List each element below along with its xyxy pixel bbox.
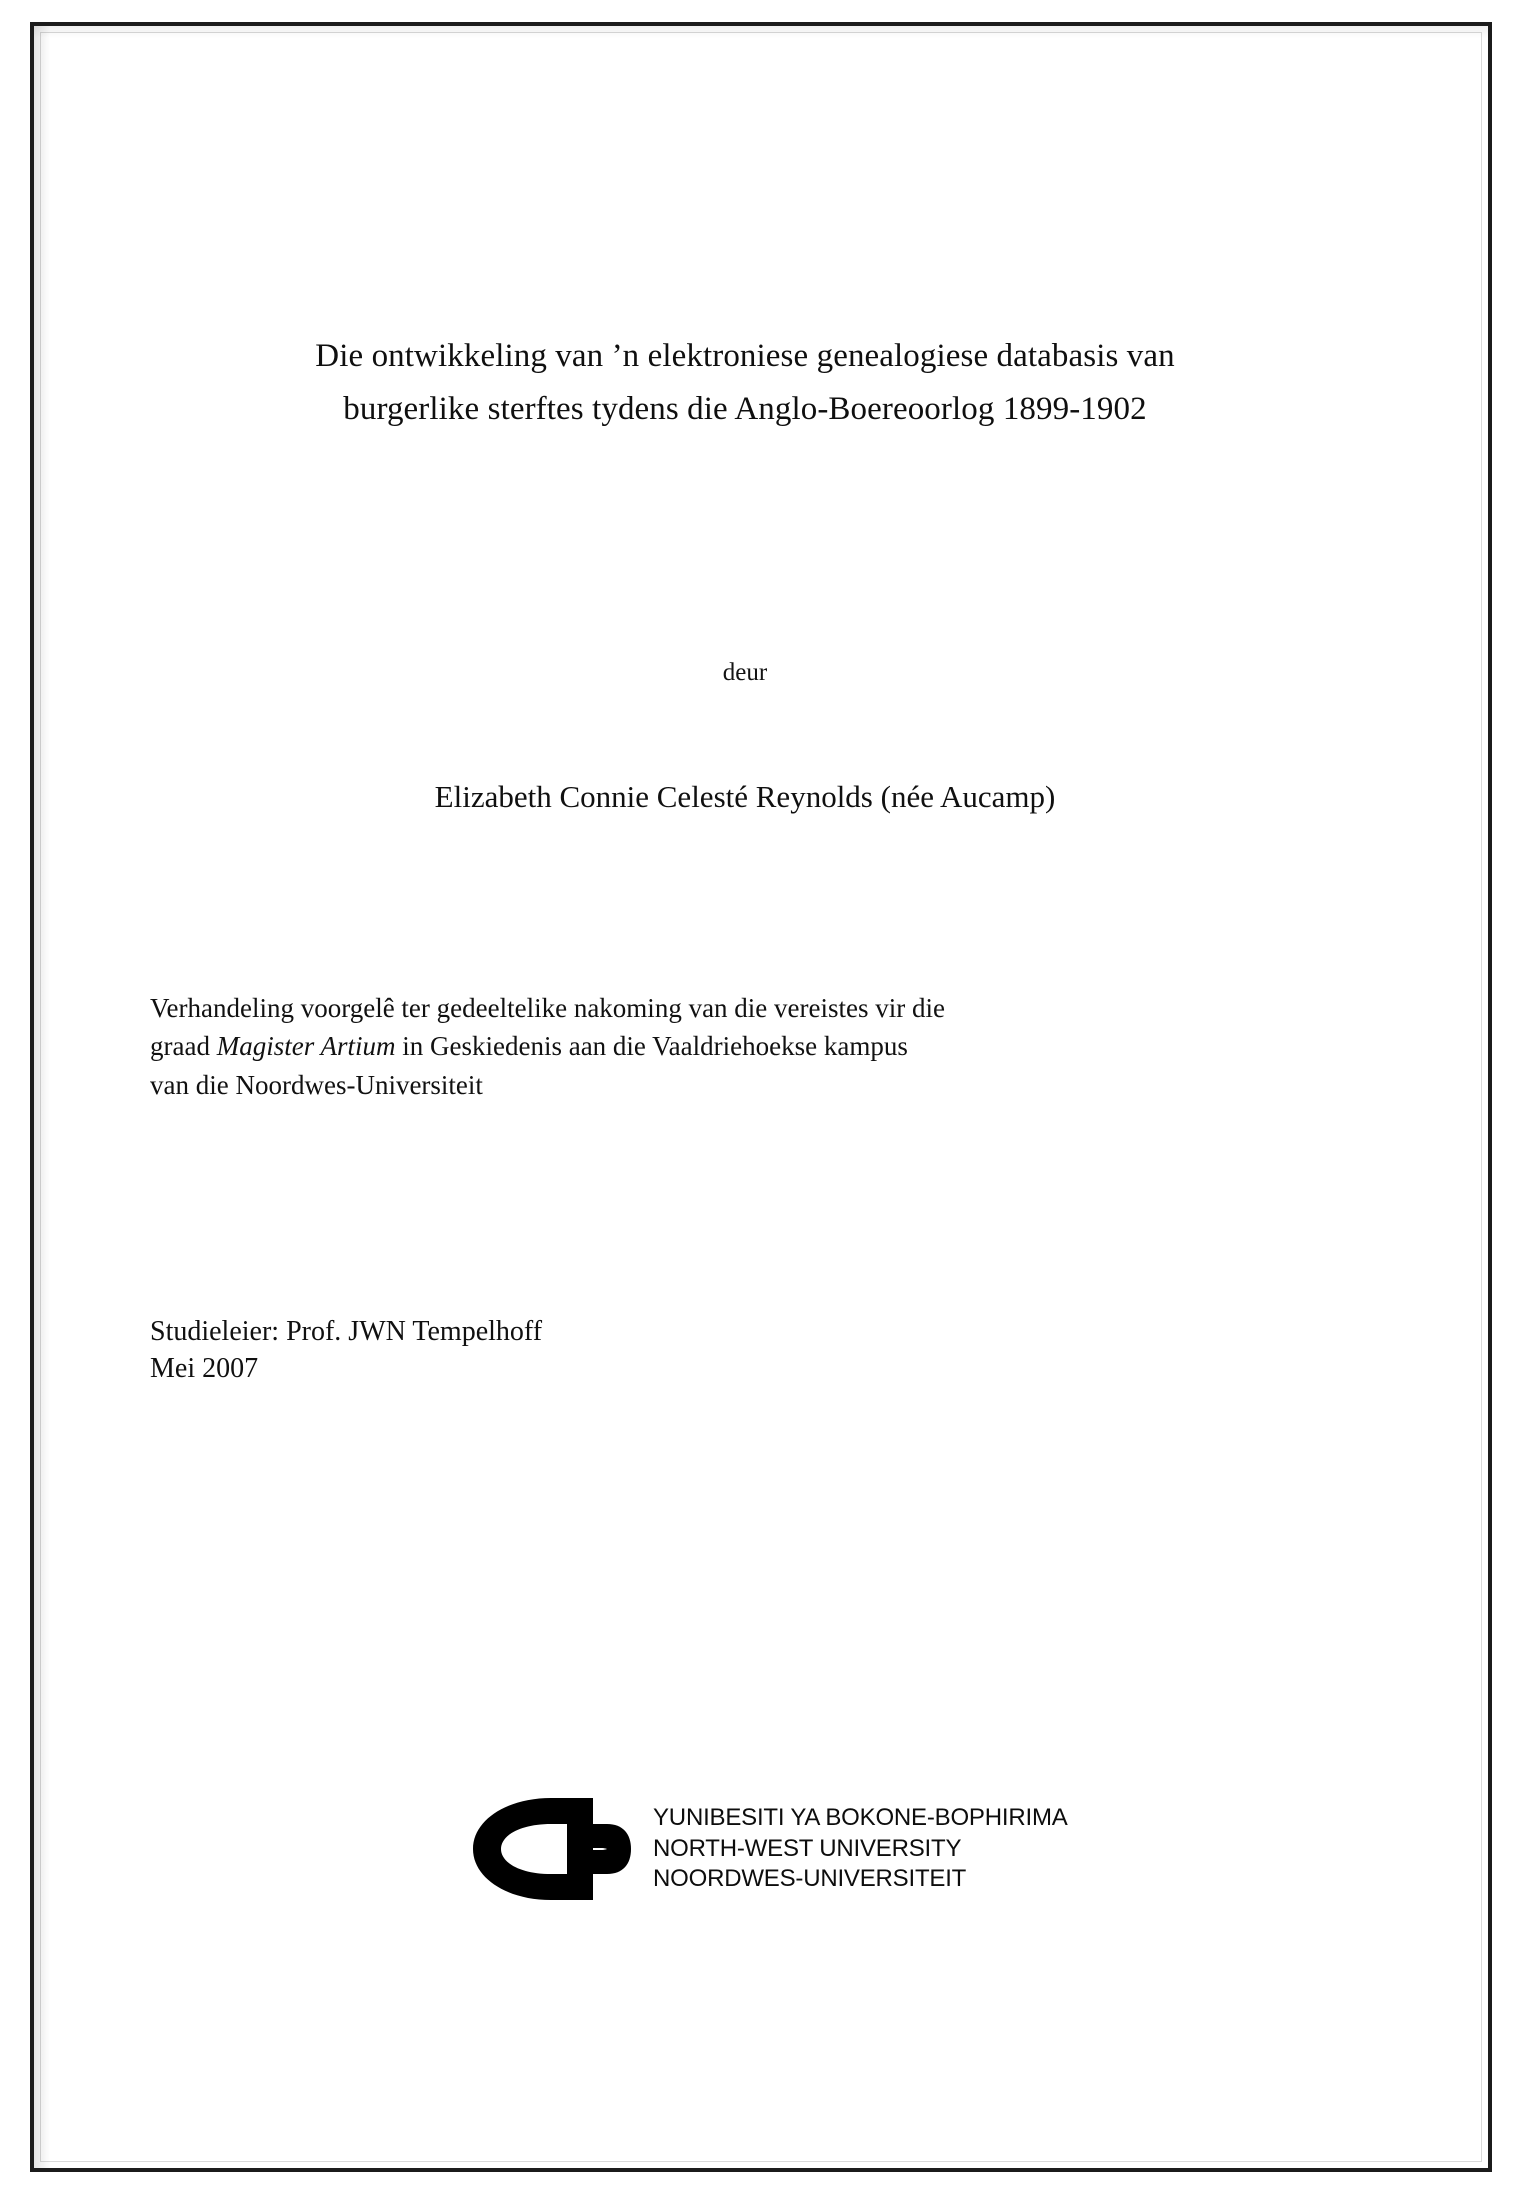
university-logo: [455, 1790, 1068, 1908]
supervisor-block: [150, 1314, 1340, 1388]
degree-name-italic: Magister Artium: [216, 1031, 396, 1062]
title-page-content: [150, 330, 1340, 1388]
degree-statement-line-2-suffix: in Geskiedenis aan die Vaaldriehoekse kampus: [395, 1031, 908, 1062]
logo-text-line-2: NORTH-WEST UNIVERSITY: [653, 1834, 962, 1862]
logo-text-block: [653, 1803, 1068, 1895]
date-line: Mei 2007: [150, 1352, 259, 1384]
page-title: [170, 330, 1320, 437]
logo-text-line-1: YUNIBESITI YA BOKONE-BOPHIRIMA: [653, 1803, 1068, 1831]
title-line-2: burgerlike sterftes tydens die Anglo-Boereoorlog 1899-1902: [343, 391, 1147, 428]
degree-statement-line-1: Verhandeling voorgelê ter gedeeltelike nakoming van die vereistes vir die: [150, 992, 945, 1023]
degree-statement-line-3: van die Noordwes-Universiteit: [150, 1069, 483, 1100]
by-word: deur: [722, 658, 768, 686]
logo-text-line-3: NOORDWES-UNIVERSITEIT: [653, 1865, 967, 1893]
degree-statement-line-2: [150, 1027, 1290, 1065]
title-line-1: Die ontwikkeling van ’n elektroniese genealogiese databasis van: [315, 338, 1175, 374]
degree-statement-line-2-prefix: graad: [150, 1031, 217, 1062]
supervisor-line: Studieleier: Prof. JWN Tempelhoff: [150, 1315, 543, 1347]
nwu-logo-mark: [455, 1790, 645, 1908]
author-name: Elizabeth Connie Celesté Reynolds (née Aucamp): [434, 778, 1056, 814]
degree-statement: [150, 989, 1290, 1104]
